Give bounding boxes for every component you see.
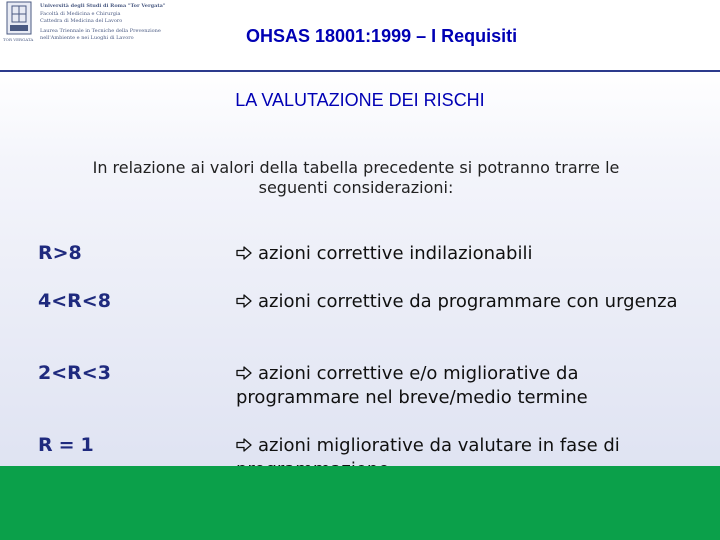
section-subtitle: LA VALUTAZIONE DEI RISCHI [235, 90, 485, 110]
risk-condition: 2<R<3 [38, 362, 111, 384]
arrow-right-icon [236, 246, 252, 260]
arrow-right-icon [236, 294, 252, 308]
intro-text [36, 158, 676, 198]
header-divider [0, 70, 720, 72]
risk-condition: R=1 [38, 434, 100, 456]
risk-action-text: azioni correttive da programmare con urgenza [258, 291, 678, 312]
risk-action-text: azioni correttive indilazionabili [258, 243, 533, 264]
arrow-right-icon [236, 366, 252, 380]
logo-line-degree-cont: nell'Ambiente e nei Luoghi di Lavoro [40, 35, 134, 41]
logo-line-university: Università degli Studi di Roma "Tor Vergata" [40, 3, 166, 9]
intro-line-2: seguenti considerazioni: [258, 178, 454, 197]
risk-action [236, 242, 686, 266]
logo-line-faculty: Facoltà di Medicina e Chirurgia [40, 11, 121, 17]
risk-action-text: azioni migliorative da valutare in fase di [258, 435, 620, 456]
risk-action [236, 362, 686, 410]
seal-caption: TOR VERGATA [3, 37, 34, 42]
risk-condition: R>8 [38, 242, 82, 264]
risk-action [236, 290, 686, 314]
intro-line-1: In relazione ai valori della tabella precedente si potranno trarre le [92, 158, 620, 177]
logo-line-chair: Cattedra di Medicina del Lavoro [40, 18, 123, 24]
logo-line-degree: Laurea Triennale in Tecniche della Prevenzione [40, 28, 161, 34]
risk-action-text: azioni correttive e/o migliorative da programmare nel breve/medio termine [236, 363, 588, 408]
arrow-right-icon [236, 438, 252, 452]
risk-condition: 4<R<8 [38, 290, 111, 312]
university-logo [2, 0, 197, 46]
footer-green-band [0, 466, 720, 540]
slide-title: OHSAS 18001:1999 – I Requisiti [246, 26, 518, 46]
